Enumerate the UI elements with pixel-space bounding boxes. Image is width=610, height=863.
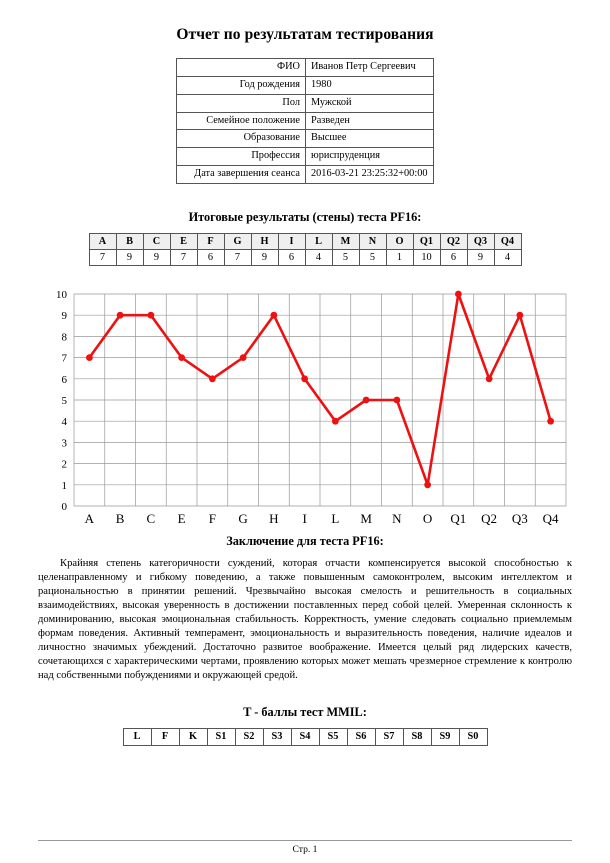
x-tick-label: A (84, 511, 95, 527)
stens-header (89, 234, 521, 250)
info-value: Высшее (306, 130, 434, 148)
info-label: Пол (177, 94, 306, 112)
table-row (177, 148, 434, 166)
stens-table (89, 233, 522, 266)
table-row (177, 59, 434, 77)
table-row (177, 112, 434, 130)
x-tick-label: Q1 (450, 511, 467, 527)
info-label: Год рождения (177, 76, 306, 94)
stens-column-header: M (332, 234, 359, 250)
series-marker (301, 375, 308, 382)
x-tick-label: I (302, 511, 307, 527)
mmil-table (123, 728, 488, 746)
mmil-header-row (123, 728, 487, 745)
pf16-results-title: Итоговые результаты (стены) теста PF16: (188, 210, 422, 225)
stens-column-header: Q2 (440, 234, 467, 250)
stens-cell: 9 (251, 250, 278, 266)
mmil-title: T - баллы тест MMIL: (243, 704, 367, 719)
series-marker (178, 354, 185, 361)
mmil-column-header: S2 (235, 728, 263, 745)
stens-header-row (89, 234, 521, 250)
x-tick-label: Q3 (511, 511, 528, 527)
stens-body (89, 250, 521, 266)
y-tick-label: 5 (61, 395, 67, 408)
x-tick-label: O (422, 511, 433, 527)
info-label: Семейное положение (177, 112, 306, 130)
series-marker (86, 354, 93, 361)
stens-cell: 5 (359, 250, 386, 266)
stens-column-header: C (143, 234, 170, 250)
pf16-chart (38, 284, 572, 534)
stens-cell: 6 (278, 250, 305, 266)
stens-table-wrap (38, 233, 572, 266)
mmil-header (123, 728, 487, 745)
table-row (177, 130, 434, 148)
stens-cell: 7 (224, 250, 251, 266)
stens-cell: 7 (89, 250, 116, 266)
x-tick-label: Q2 (481, 511, 498, 527)
x-tick-label: B (115, 511, 125, 527)
mmil-column-header: S0 (459, 728, 487, 745)
stens-column-header: Q3 (467, 234, 494, 250)
mmil-column-header: L (123, 728, 151, 745)
pf16-line-chart-svg (38, 284, 572, 532)
table-row (177, 166, 434, 184)
stens-cell: 9 (467, 250, 494, 266)
x-tick-label: N (392, 511, 402, 527)
respondent-info-wrap (38, 58, 572, 184)
x-tick-label: Q4 (542, 511, 559, 527)
y-tick-label: 4 (61, 416, 67, 429)
stens-column-header: L (305, 234, 332, 250)
stens-cell: 10 (413, 250, 440, 266)
stens-column-header: N (359, 234, 386, 250)
y-tick-label: 8 (61, 331, 67, 344)
stens-cell: 7 (170, 250, 197, 266)
stens-column-header: O (386, 234, 413, 250)
info-value: Мужской (306, 94, 434, 112)
y-tick-label: 0 (61, 501, 67, 514)
stens-column-header: B (116, 234, 143, 250)
pf16-conclusion-text: Крайняя степень категоричности суждений, которая отчасти компенсируется высокой способностью к целенаправленному и гибкому поведению, а также повышенным самоконтролем, высоким интеллектом и рациональностью в принятии решений. Чрезвычайно высокая смелость и решительность в социальных взаимодействиях, высокая уверенность в достижении поставленных перед собой целей. Умеренная склонность к доминированию, высокая эмоциональная стабильность. Корректность, умение следовать социально приемлемым формам поведения. Активный темперамент, эмоциональность и выразительность поведения, наличие идеалов и личностно значимых убеждений. Достаточно развитое воображение. Имеется целый ряд лидерских качеств, сочетающихся с характерическими чертами, проявлению которых может мешать чрезмерное стремление к контролю над собственными побуждениями и окружающей средой. (38, 558, 572, 681)
mmil-column-header: S4 (291, 728, 319, 745)
mmil-column-header: S3 (263, 728, 291, 745)
series-marker (547, 418, 554, 425)
stens-column-header: I (278, 234, 305, 250)
y-tick-label: 9 (61, 310, 67, 323)
x-tick-label: G (238, 511, 248, 527)
page-footer: Стр. 1 (38, 840, 572, 855)
series-marker (455, 291, 462, 298)
info-label: Образование (177, 130, 306, 148)
x-tick-label: E (177, 511, 186, 527)
series-marker (117, 312, 124, 319)
stens-column-header: F (197, 234, 224, 250)
stens-cell: 1 (386, 250, 413, 266)
stens-column-header: H (251, 234, 278, 250)
stens-cell: 4 (494, 250, 521, 266)
series-marker (240, 354, 247, 361)
info-value: 1980 (306, 76, 434, 94)
respondent-info-body (177, 59, 434, 184)
stens-cell: 9 (116, 250, 143, 266)
mmil-column-header: S7 (375, 728, 403, 745)
respondent-info-table (176, 58, 434, 184)
info-value: Разведен (306, 112, 434, 130)
pf16-conclusion-title: Заключение для теста PF16: (226, 534, 384, 549)
table-row (177, 76, 434, 94)
table-row (177, 94, 434, 112)
y-tick-label: 2 (61, 458, 67, 471)
mmil-column-header: F (151, 728, 179, 745)
mmil-table-wrap (38, 728, 572, 746)
x-tick-label: M (360, 511, 372, 527)
chart-axis-labels (56, 289, 559, 526)
y-tick-label: 7 (61, 352, 67, 365)
series-marker (424, 481, 431, 488)
info-label: ФИО (177, 59, 306, 77)
stens-value-row (89, 250, 521, 266)
y-tick-label: 6 (61, 373, 67, 386)
stens-column-header: A (89, 234, 116, 250)
x-tick-label: C (146, 511, 156, 527)
series-marker (516, 312, 523, 319)
mmil-column-header: S9 (431, 728, 459, 745)
x-tick-label: F (208, 511, 216, 527)
x-tick-label: H (269, 511, 279, 527)
stens-column-header: Q1 (413, 234, 440, 250)
series-marker (209, 375, 216, 382)
x-tick-label: L (331, 511, 340, 527)
mmil-column-header: S5 (319, 728, 347, 745)
stens-column-header: G (224, 234, 251, 250)
stens-cell: 9 (143, 250, 170, 266)
mmil-column-header: K (179, 728, 207, 745)
y-tick-label: 3 (61, 437, 67, 450)
mmil-column-header: S6 (347, 728, 375, 745)
mmil-column-header: S8 (403, 728, 431, 745)
stens-cell: 6 (197, 250, 224, 266)
series-marker (332, 418, 339, 425)
stens-cell: 6 (440, 250, 467, 266)
series-marker (270, 312, 277, 319)
series-marker (147, 312, 154, 319)
info-value: юриспруденция (306, 148, 434, 166)
series-marker (486, 375, 493, 382)
series-marker (363, 397, 370, 404)
y-tick-label: 1 (61, 479, 67, 492)
info-value: 2016-03-21 23:25:32+00:00 (306, 166, 434, 184)
mmil-column-header: S1 (207, 728, 235, 745)
info-label: Дата завершения сеанса (177, 166, 306, 184)
info-label: Профессия (177, 148, 306, 166)
stens-cell: 4 (305, 250, 332, 266)
y-tick-label: 10 (56, 289, 67, 302)
stens-cell: 5 (332, 250, 359, 266)
info-value: Иванов Петр Сергеевич (306, 59, 434, 77)
stens-column-header: E (170, 234, 197, 250)
stens-column-header: Q4 (494, 234, 521, 250)
series-marker (393, 397, 400, 404)
page-title: Отчет по результатам тестирования (176, 26, 434, 43)
